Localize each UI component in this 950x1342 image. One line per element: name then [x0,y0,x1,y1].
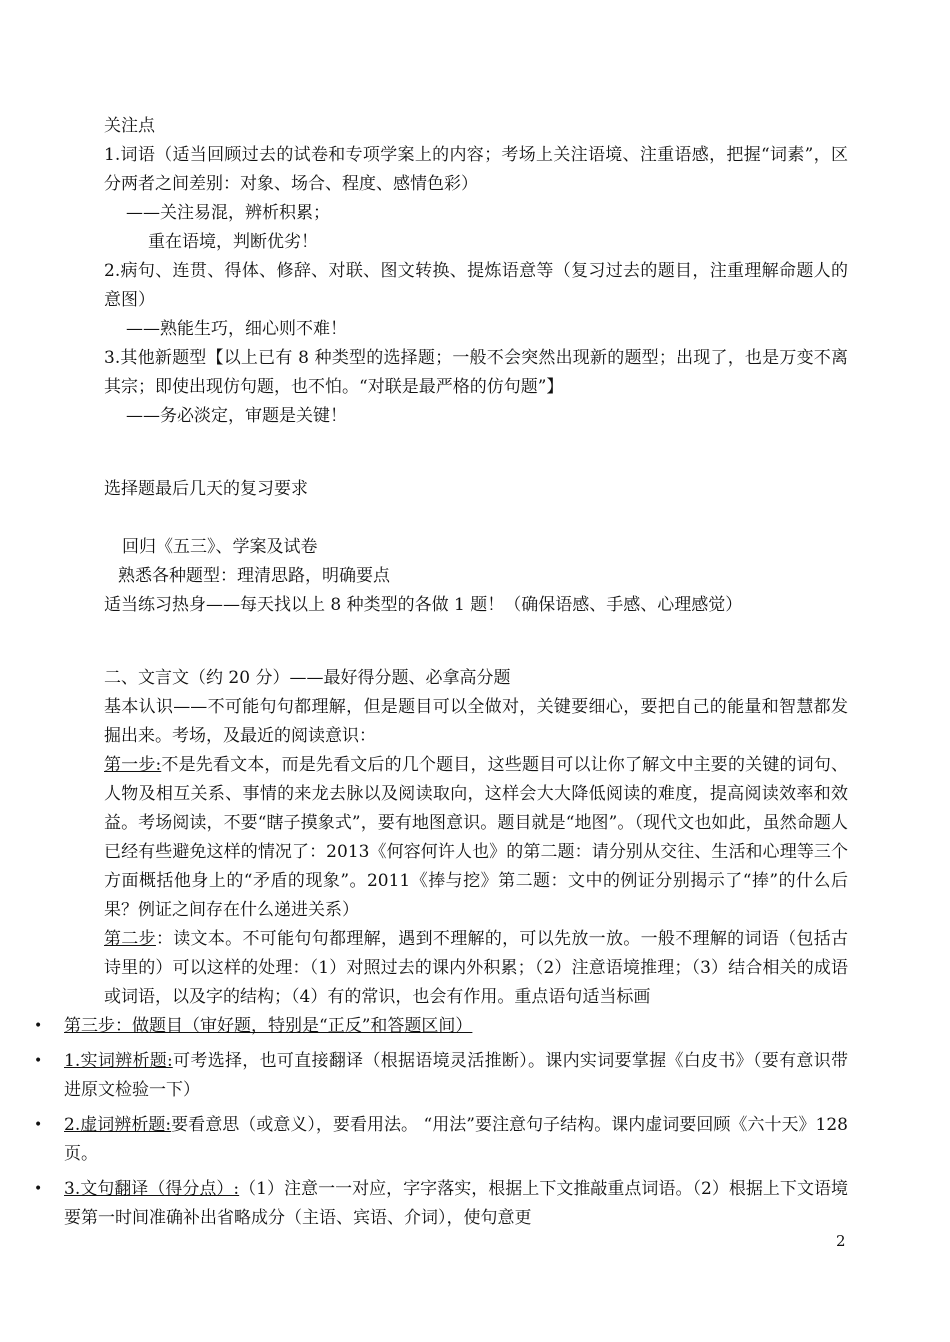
spacer [104,504,848,533]
bullet-icon: • [34,1053,43,1069]
list-item-step-3 [0,1012,848,1041]
paragraph-3-note: ——务必淡定，审题是关键！ [126,406,347,426]
function-words-label: 2.虚词辨析题: [64,1115,172,1135]
list-item-translation [0,1175,848,1233]
translation-text: （1）注意一一对应，字字落实，根据上下文推敲重点词语。（2）根据上下文语境要第一时间准确补出省略成分（主语、宾语、介词），使句意更 [64,1179,848,1228]
paragraph-2-note: ——熟能生巧，细心则不难！ [126,319,347,339]
step-3-text: 第三步：做题目（审好题，特别是“正反”和答题区间） [64,1016,473,1036]
page-content [34,112,849,1239]
bullet-icon: • [34,1117,43,1133]
step-1 [104,751,848,925]
bullet-icon: • [34,1018,43,1034]
bullet-list [0,1012,848,1233]
heading-focus: 关注点 [104,116,155,136]
page-number: 2 [836,1232,846,1250]
review-item-2: 熟悉各种题型：理清思路，明确要点 [118,566,390,586]
content-words-label: 1.实词辨析题: [64,1051,173,1071]
content-words-text: 可考选择，也可直接翻译（根据语境灵活推断）。课内实词要掌握《白皮书》（要有意识带进原文检验一下） [64,1051,848,1100]
paragraph-3: 3.其他新题型【以上已有 8 种类型的选择题；一般不会突然出现新的题型；出现了，也是万变不离其宗；即使出现仿句题，也不怕。“对联是最严格的仿句题”】 [104,348,848,397]
bullet-icon: • [34,1181,43,1197]
paragraph-2: 2.病句、连贯、得体、修辞、对联、图文转换、提炼语意等（复习过去的题目，注重理解命题人的意图） [104,261,848,310]
basic-understanding: 基本认识——不可能句句都理解，但是题目可以全做对，关键要细心，要把自己的能量和智慧都发掘出来。考场，及最近的阅读意识： [104,697,848,746]
paragraph-1-note-1: ——关注易混，辨析积累； [126,203,330,223]
step-2-label: 第二步 [104,929,156,949]
heading-review: 选择题最后几天的复习要求 [104,479,308,499]
review-item-3: 适当练习热身——每天找以上 8 种类型的各做 1 题！（确保语感、手感、心理感觉） [104,595,743,615]
spacer [104,620,848,664]
spacer [104,431,848,475]
section-2-title: 二、文言文（约 20 分）——最好得分题、必拿高分题 [104,668,511,688]
step-2-text: ：读文本。不可能句句都理解，遇到不理解的，可以先放一放。一般不理解的词语（包括古诗里的）可以这样的处理：（1）对照过去的课内外积累；（2）注意语境推理；（3）结合相关的成语或词语，以及字的结构；（4）有的常识，也会有作用。重点语句适当标画 [104,929,849,1007]
review-item-1: 回归《五三》、学案及试卷 [122,537,318,557]
step-1-label: 第一步: [104,755,162,775]
paragraph-1: 1.词语（适当回顾过去的试卷和专项学案上的内容；考场上关注语境、注重语感，把握“词素”，区分两者之间差别：对象、场合、程度、感情色彩） [104,145,848,194]
step-1-text: 不是先看文本，而是先看文后的几个题目，这些题目可以让你了解文中主要的关键的词句、人物及相互关系、事情的来龙去脉以及阅读取向，这样会大大降低阅读的难度，提高阅读效率和效益。考场阅读，不要“瞎子摸象式”，要有地图意识。题目就是“地图”。（现代文也如此，虽然命题人已经有些避免这样的情况了：2013《何容何许人也》的第二题：请分别从交往、生活和心理等三个方面概括他身上的“矛盾的现象”。2011《捧与挖》第二题：文中的例证分别揭示了“捧”的什么后果？例证之间存在什么递进关系） [104,755,848,920]
paragraph-1-note-2: 重在语境，判断优劣！ [148,232,318,252]
translation-label: 3.文句翻译（得分点）: [64,1179,240,1199]
step-2 [104,925,848,1012]
function-words-text: 要看意思（或意义），要看用法。 “用法”要注意句子结构。课内虚词要回顾《六十天》128 页。 [64,1115,849,1164]
list-item-function-words [0,1111,848,1169]
list-item-content-words [0,1047,848,1105]
